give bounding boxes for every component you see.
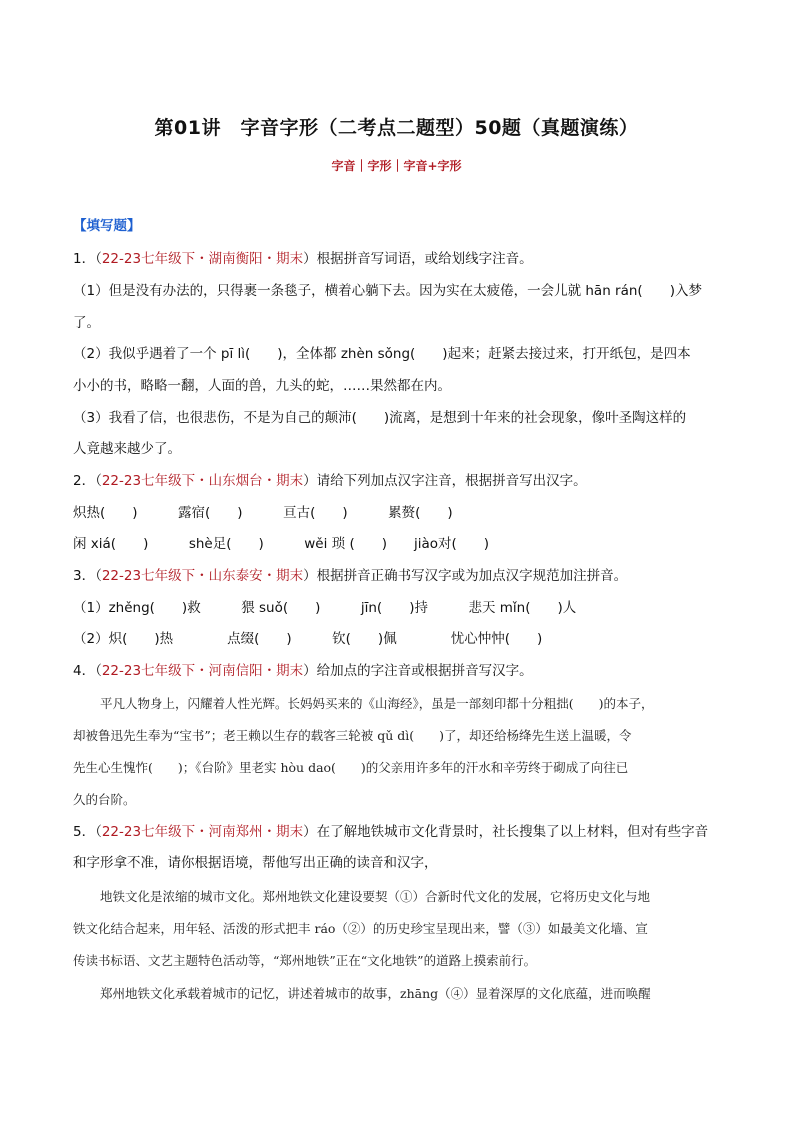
reading-line: 地铁文化是浓缩的城市文化。郑州地铁文化建设要契（①）合新时代文化的发展，它将历史文化与地 xyxy=(100,889,651,904)
question-line: 和字形拿不准，请你根据语境，帮他写出正确的读音和汉字， xyxy=(73,855,438,871)
question-line: （1）但是没有办法的，只得裹一条毯子，横着心躺下去。因为实在太疲倦，一会儿就 hān rán( )入梦 xyxy=(73,283,702,299)
question-3-stem xyxy=(73,570,627,584)
reading-line: 平凡人物身上，闪耀着人性光辉。长妈妈买来的《山海经》，虽是一部刻印都十分粗拙( )的本子， xyxy=(100,696,654,711)
question-source: 22-23七年级下・山东烟台・期末 xyxy=(101,473,304,489)
reading-line: 久的台阶。 xyxy=(73,792,136,807)
question-source: 22-23七年级下・山东泰安・期末 xyxy=(101,568,304,584)
question-number: 1．（ xyxy=(73,251,102,267)
question-number: 3．（ xyxy=(73,568,102,584)
question-prompt: ）在了解地铁城市文化背景时，社长搜集了以上材料，但对有些字音 xyxy=(303,824,709,840)
question-number: 5．（ xyxy=(73,824,102,840)
page-title: 第01讲 字音字形（二考点二题型）50题（真题演练） xyxy=(154,117,639,139)
section-heading: 【填写题】 xyxy=(73,218,141,234)
question-line: 闲 xiá( ) shè足( ) wěi 琐 ( ) jiào对( ) xyxy=(73,536,490,552)
question-source: 22-23七年级下・河南郑州・期末 xyxy=(101,824,304,840)
reading-line: 郑州地铁文化承载着城市的记忆，讲述着城市的故事，zhāng（④）显着深厚的文化底蕴，进而唤醒 xyxy=(100,986,651,1001)
question-prompt: ）根据拼音正确书写汉字或为加点汉字规范加注拼音。 xyxy=(303,568,628,584)
question-source: 22-23七年级下・河南信阳・期末 xyxy=(101,663,304,679)
question-source: 22-23七年级下・湖南衡阳・期末 xyxy=(101,251,304,267)
question-line: 炽热( ) 露宿( ) 亘古( ) 累赘( ) xyxy=(73,505,453,521)
question-line: 小小的书，略略一翻，人面的兽，九头的蛇，……果然都在内。 xyxy=(73,378,451,394)
question-line: （1）zhěng( )救 猥 suǒ( ) jīn( )持 悲天 mǐn( )人 xyxy=(73,600,577,616)
question-2-stem xyxy=(73,475,587,489)
question-prompt: ）给加点的字注音或根据拼音写汉字。 xyxy=(303,663,533,679)
question-line: （2）我似乎遇着了一个 pī lì( )，全体都 zhèn sǒng( )起来；赶紧去接过来，打开纸包，是四本 xyxy=(73,346,691,362)
question-prompt: ）根据拼音写词语，或给划线字注音。 xyxy=(303,251,533,267)
question-prompt: ）请给下列加点汉字注音，根据拼音写出汉字。 xyxy=(303,473,587,489)
reading-line: 传读书标语、文艺主题特色活动等，“郑州地铁”正在“文化地铁”的道路上摸索前行。 xyxy=(73,953,537,968)
question-line: 了。 xyxy=(73,315,100,331)
reading-line: 先生心生愧怍( )；《台阶》里老实 hòu dao( )的父亲用许多年的汗水和辛劳终于砌成了向往已 xyxy=(73,760,629,775)
question-line: 人竟越来越少了。 xyxy=(73,441,181,457)
question-4-stem xyxy=(73,665,533,679)
reading-line: 铁文化结合起来，用年轻、活泼的形式把丰 ráo（②）的历史珍宝呈现出来，譬（③）如最美文化墙、宣 xyxy=(73,921,648,936)
question-number: 4．（ xyxy=(73,663,102,679)
question-5-stem xyxy=(73,826,708,840)
question-line: （2）炽( )热 点缀( ) 钦( )佩 忧心忡忡( ) xyxy=(73,631,543,647)
question-line: （3）我看了信，也很悲伤，不是为自己的颠沛( )流离，是想到十年来的社会现象，像叶圣陶这样的 xyxy=(73,410,687,426)
question-1-stem xyxy=(73,253,533,267)
page-subtitle: 字音｜字形｜字音+字形 xyxy=(331,159,462,173)
question-number: 2．（ xyxy=(73,473,102,489)
reading-line: 却被鲁迅先生奉为“宝书”；老王赖以生存的载客三轮被 qǔ dì( )了，却还给杨绛先生送上温暖，令 xyxy=(73,728,632,743)
